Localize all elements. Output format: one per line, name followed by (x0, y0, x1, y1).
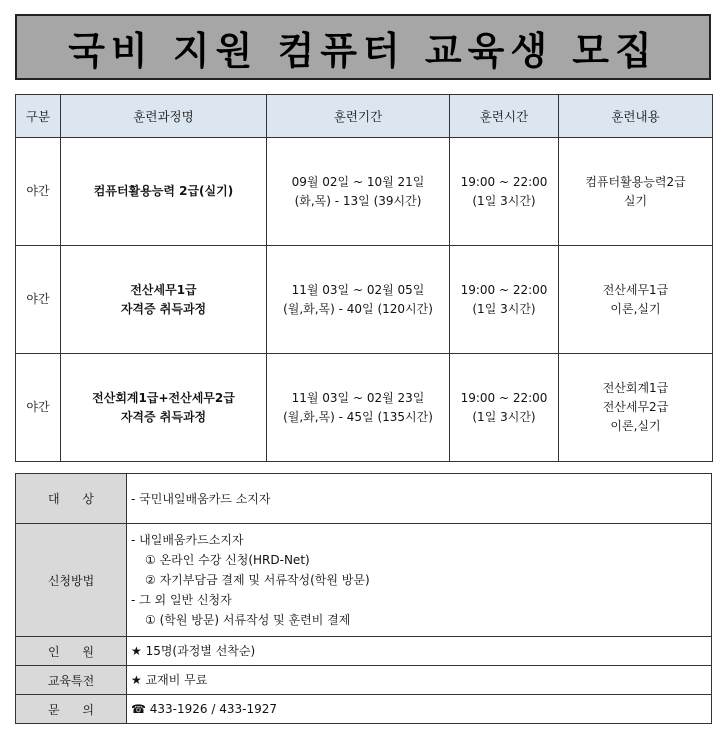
apply-line: - 그 외 일반 신청자 (131, 593, 232, 607)
course-content (559, 138, 713, 246)
table-row (16, 354, 713, 462)
time-line: (1일 3시간) (472, 409, 536, 424)
header-period: 훈련기간 (267, 95, 450, 138)
time-line: 19:00 ~ 22:00 (460, 174, 548, 189)
period-line: (월,화,목) - 45일 (135시간) (283, 409, 433, 424)
target-value: - 국민내일배움카드 소지자 (127, 474, 712, 524)
course-period (267, 138, 450, 246)
course-table-header (16, 95, 713, 138)
course-type: 야간 (16, 138, 61, 246)
time-line: 19:00 ~ 22:00 (460, 390, 548, 405)
info-row-target (16, 474, 712, 524)
content-line: 이론,실기 (610, 301, 661, 316)
time-line: 19:00 ~ 22:00 (460, 282, 548, 297)
course-name-line: 전산세무1급 (130, 282, 197, 297)
content-line: 실기 (623, 193, 648, 208)
course-content (559, 246, 713, 354)
content-line: 전산세무2급 (602, 400, 669, 414)
table-row (16, 246, 713, 354)
contact-value: ☎ 433-1926 / 433-1927 (127, 695, 712, 724)
count-label: 인 원 (16, 637, 127, 666)
apply-line: ① 온라인 수강 신청(HRD-Net) (145, 553, 310, 567)
info-row-benefit (16, 666, 712, 695)
course-time (450, 246, 559, 354)
course-type: 야간 (16, 354, 61, 462)
target-label: 대 상 (16, 474, 127, 524)
course-period (267, 246, 450, 354)
course-name-line: 자격증 취득과정 (120, 301, 207, 316)
content-line: 이론,실기 (610, 419, 661, 433)
apply-line: ② 자기부담금 결제 및 서류작성(학원 방문) (145, 573, 370, 587)
course-period (267, 354, 450, 462)
table-row (16, 138, 713, 246)
period-line: (화,목) - 13일 (39시간) (294, 193, 422, 208)
course-time (450, 138, 559, 246)
benefit-value: ★ 교재비 무료 (127, 666, 712, 695)
apply-label: 신청방법 (16, 524, 127, 637)
header-course-name: 훈련과정명 (61, 95, 267, 138)
course-name-line: 자격증 취득과정 (120, 409, 207, 424)
info-row-contact (16, 695, 712, 724)
time-line: (1일 3시간) (472, 301, 536, 316)
period-line: 11월 03일 ~ 02월 23일 (291, 390, 425, 405)
apply-value (127, 524, 712, 637)
course-time (450, 354, 559, 462)
info-row-apply (16, 524, 712, 637)
benefit-label: 교육특전 (16, 666, 127, 695)
content-line: 컴퓨터활용능력2급 (585, 174, 686, 189)
apply-line: - 내일배움카드소지자 (131, 533, 244, 547)
period-line: 09월 02일 ~ 10월 21일 (291, 174, 425, 189)
header-content: 훈련내용 (559, 95, 713, 138)
count-value: ★ 15명(과정별 선착순) (127, 637, 712, 666)
course-name (61, 138, 267, 246)
info-row-count (16, 637, 712, 666)
info-table (15, 473, 712, 724)
time-line: (1일 3시간) (472, 193, 536, 208)
course-table (15, 94, 713, 462)
course-name (61, 246, 267, 354)
course-name (61, 354, 267, 462)
period-line: 11월 03일 ~ 02월 05일 (291, 282, 425, 297)
page-title: 국비 지원 컴퓨터 교육생 모집 (68, 28, 658, 73)
content-line: 전산세무1급 (602, 282, 669, 297)
course-name-line: 컴퓨터활용능력 2급(실기) (93, 184, 234, 198)
contact-label: 문 의 (16, 695, 127, 724)
apply-line: ① (학원 방문) 서류작성 및 훈련비 결제 (145, 613, 351, 627)
period-line: (월,화,목) - 40일 (120시간) (283, 301, 433, 316)
title-banner (15, 14, 711, 80)
course-name-line: 전산회계1급+전산세무2급 (92, 390, 235, 405)
header-type: 구분 (16, 95, 61, 138)
content-line: 전산회계1급 (602, 381, 669, 395)
header-time: 훈련시간 (450, 95, 559, 138)
course-content (559, 354, 713, 462)
course-type: 야간 (16, 246, 61, 354)
